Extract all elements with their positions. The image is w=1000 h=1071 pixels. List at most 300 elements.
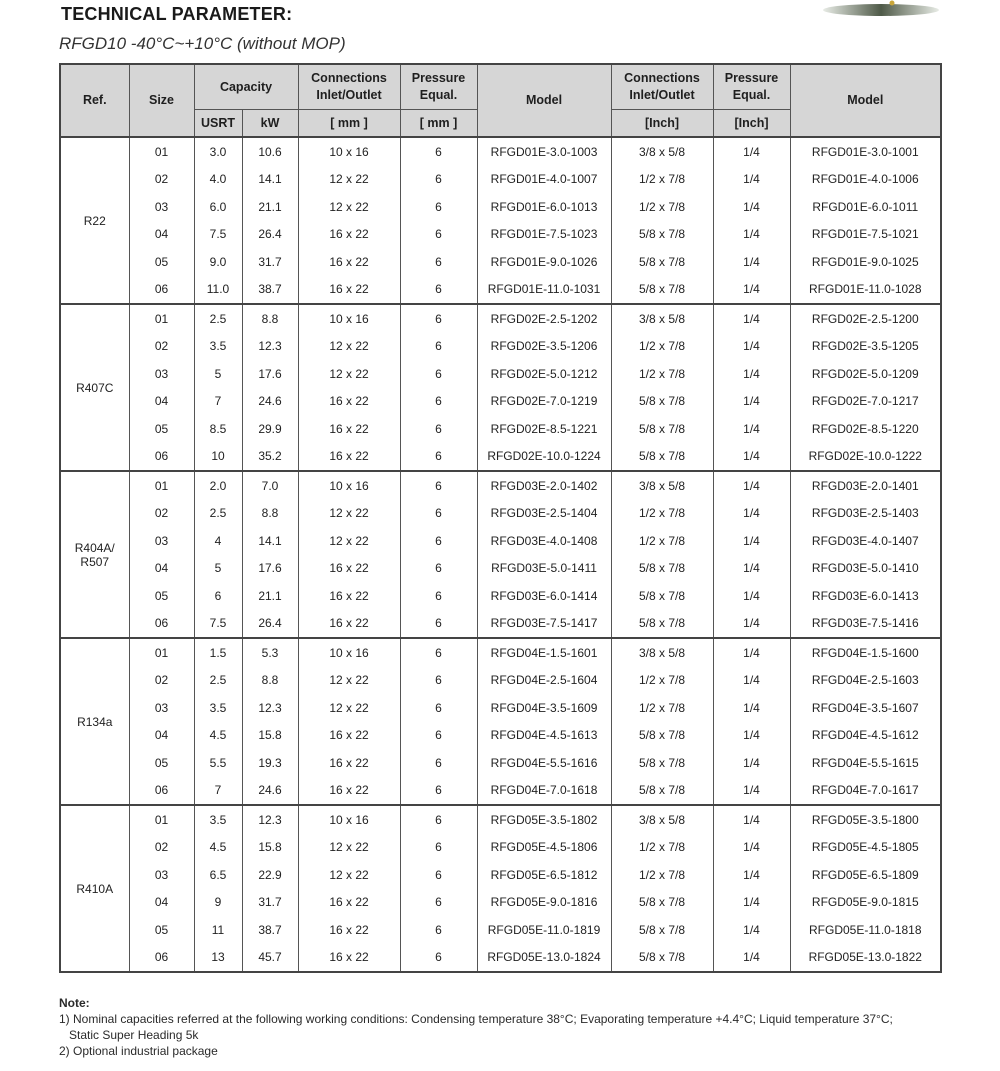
pressure-inch-cell: 1/4 [713, 415, 790, 443]
model-mm-cell: RFGD01E-6.0-1013 [477, 193, 611, 221]
connections-inch-cell: 5/8 x 7/8 [611, 916, 713, 944]
connections-mm-cell: 10 x 16 [298, 137, 400, 166]
connections-mm-cell: 16 x 22 [298, 722, 400, 750]
model-mm-cell: RFGD02E-8.5-1221 [477, 415, 611, 443]
usrt-cell: 4.5 [194, 834, 242, 862]
size-cell: 06 [129, 944, 194, 973]
size-cell: 03 [129, 193, 194, 221]
model-mm-cell: RFGD01E-9.0-1026 [477, 248, 611, 276]
pressure-mm-cell: 6 [400, 166, 477, 194]
usrt-cell: 3.0 [194, 137, 242, 166]
usrt-cell: 11.0 [194, 276, 242, 305]
connections-mm-cell: 12 x 22 [298, 360, 400, 388]
table-row [60, 137, 941, 166]
table-row [60, 722, 941, 750]
kw-cell: 38.7 [242, 276, 298, 305]
connections-inch-cell: 5/8 x 7/8 [611, 221, 713, 249]
table-row [60, 304, 941, 333]
pressure-inch-cell: 1/4 [713, 443, 790, 472]
connections-inch-cell: 1/2 x 7/8 [611, 667, 713, 695]
kw-cell: 21.1 [242, 582, 298, 610]
connections-mm-cell: 12 x 22 [298, 861, 400, 889]
table-row [60, 443, 941, 472]
connections-inch-cell: 5/8 x 7/8 [611, 777, 713, 806]
model-inch-cell: RFGD04E-7.0-1617 [790, 777, 941, 806]
usrt-cell: 1.5 [194, 638, 242, 667]
pressure-inch-cell: 1/4 [713, 610, 790, 639]
pressure-inch-cell: 1/4 [713, 777, 790, 806]
table-row [60, 500, 941, 528]
kw-cell: 8.8 [242, 500, 298, 528]
usrt-cell: 6 [194, 582, 242, 610]
model-mm-cell: RFGD04E-4.5-1613 [477, 722, 611, 750]
table-row [60, 944, 941, 973]
pressure-inch-cell: 1/4 [713, 861, 790, 889]
pressure-mm-cell: 6 [400, 749, 477, 777]
model-inch-cell: RFGD02E-5.0-1209 [790, 360, 941, 388]
table-row [60, 694, 941, 722]
size-cell: 03 [129, 861, 194, 889]
pressure-mm-cell: 6 [400, 333, 477, 361]
table-row [60, 388, 941, 416]
col-header-pressure-mm-unit: [ mm ] [400, 110, 477, 138]
model-inch-cell: RFGD04E-1.5-1600 [790, 638, 941, 667]
model-mm-cell: RFGD05E-11.0-1819 [477, 916, 611, 944]
kw-cell: 17.6 [242, 555, 298, 583]
table-row [60, 610, 941, 639]
usrt-cell: 2.5 [194, 500, 242, 528]
pressure-inch-cell: 1/4 [713, 333, 790, 361]
col-header-connections-mm-unit: [ mm ] [298, 110, 400, 138]
connections-inch-cell: 1/2 x 7/8 [611, 333, 713, 361]
connections-mm-cell: 12 x 22 [298, 694, 400, 722]
connections-mm-cell: 16 x 22 [298, 415, 400, 443]
usrt-cell: 9 [194, 889, 242, 917]
usrt-cell: 7 [194, 777, 242, 806]
model-inch-cell: RFGD05E-6.5-1809 [790, 861, 941, 889]
pressure-inch-cell: 1/4 [713, 555, 790, 583]
model-mm-cell: RFGD02E-10.0-1224 [477, 443, 611, 472]
note-line-2: 2) Optional industrial package [59, 1044, 218, 1058]
pressure-mm-cell: 6 [400, 388, 477, 416]
kw-cell: 5.3 [242, 638, 298, 667]
ref-cell: R134a [60, 638, 129, 805]
col-header-pressure-mm: Pressure Equal. [400, 64, 477, 110]
table-row [60, 667, 941, 695]
note-line-1: 1) Nominal capacities referred at the following working conditions: Condensing temperature 38°C; Evaporating temperature +4.4°C; Liquid temperature 37°C; [59, 1012, 893, 1026]
pressure-inch-cell: 1/4 [713, 248, 790, 276]
pressure-inch-cell: 1/4 [713, 944, 790, 973]
ref-cell: R22 [60, 137, 129, 304]
connections-mm-cell: 10 x 16 [298, 805, 400, 834]
model-inch-cell: RFGD01E-11.0-1028 [790, 276, 941, 305]
size-cell: 05 [129, 916, 194, 944]
table-row [60, 471, 941, 500]
connections-inch-cell: 1/2 x 7/8 [611, 527, 713, 555]
pressure-inch-cell: 1/4 [713, 193, 790, 221]
table-row [60, 582, 941, 610]
pressure-inch-cell: 1/4 [713, 916, 790, 944]
table-row [60, 333, 941, 361]
model-inch-cell: RFGD05E-3.5-1800 [790, 805, 941, 834]
size-cell: 02 [129, 500, 194, 528]
connections-mm-cell: 16 x 22 [298, 582, 400, 610]
model-mm-cell: RFGD04E-2.5-1604 [477, 667, 611, 695]
pressure-inch-cell: 1/4 [713, 527, 790, 555]
usrt-cell: 7.5 [194, 610, 242, 639]
pressure-mm-cell: 6 [400, 916, 477, 944]
model-mm-cell: RFGD03E-4.0-1408 [477, 527, 611, 555]
col-header-model-inch: Model [790, 64, 941, 137]
pressure-inch-cell: 1/4 [713, 749, 790, 777]
usrt-cell: 2.0 [194, 471, 242, 500]
kw-cell: 8.8 [242, 304, 298, 333]
kw-cell: 10.6 [242, 137, 298, 166]
usrt-cell: 6.0 [194, 193, 242, 221]
size-cell: 06 [129, 777, 194, 806]
connections-mm-cell: 16 x 22 [298, 443, 400, 472]
ref-cell: R407C [60, 304, 129, 471]
kw-cell: 38.7 [242, 916, 298, 944]
usrt-cell: 10 [194, 443, 242, 472]
usrt-cell: 4.0 [194, 166, 242, 194]
connections-mm-cell: 12 x 22 [298, 527, 400, 555]
model-mm-cell: RFGD02E-2.5-1202 [477, 304, 611, 333]
connections-inch-cell: 1/2 x 7/8 [611, 193, 713, 221]
size-cell: 01 [129, 137, 194, 166]
model-inch-cell: RFGD01E-9.0-1025 [790, 248, 941, 276]
col-header-size: Size [129, 64, 194, 137]
pressure-mm-cell: 6 [400, 889, 477, 917]
pressure-inch-cell: 1/4 [713, 304, 790, 333]
col-header-kw: kW [242, 110, 298, 138]
connections-inch-cell: 1/2 x 7/8 [611, 166, 713, 194]
connections-inch-cell: 5/8 x 7/8 [611, 749, 713, 777]
size-cell: 05 [129, 749, 194, 777]
size-cell: 01 [129, 638, 194, 667]
pressure-inch-cell: 1/4 [713, 500, 790, 528]
ref-cell: R410A [60, 805, 129, 972]
model-mm-cell: RFGD03E-5.0-1411 [477, 555, 611, 583]
col-header-connections-inch-unit: [Inch] [611, 110, 713, 138]
size-cell: 05 [129, 248, 194, 276]
usrt-cell: 3.5 [194, 694, 242, 722]
table-row [60, 638, 941, 667]
usrt-cell: 2.5 [194, 667, 242, 695]
pressure-mm-cell: 6 [400, 805, 477, 834]
page-title: TECHNICAL PARAMETER: [61, 4, 293, 24]
kw-cell: 15.8 [242, 834, 298, 862]
model-mm-cell: RFGD04E-3.5-1609 [477, 694, 611, 722]
table-row [60, 916, 941, 944]
technical-parameter-table [59, 63, 942, 973]
connections-inch-cell: 1/2 x 7/8 [611, 834, 713, 862]
model-mm-cell: RFGD01E-3.0-1003 [477, 137, 611, 166]
model-inch-cell: RFGD04E-2.5-1603 [790, 667, 941, 695]
model-inch-cell: RFGD02E-8.5-1220 [790, 415, 941, 443]
pressure-inch-cell: 1/4 [713, 638, 790, 667]
kw-cell: 21.1 [242, 193, 298, 221]
col-header-pressure-inch-unit: [Inch] [713, 110, 790, 138]
pressure-mm-cell: 6 [400, 471, 477, 500]
pressure-inch-cell: 1/4 [713, 889, 790, 917]
model-mm-cell: RFGD02E-5.0-1212 [477, 360, 611, 388]
col-header-pressure-inch: Pressure Equal. [713, 64, 790, 110]
kw-cell: 19.3 [242, 749, 298, 777]
connections-inch-cell: 5/8 x 7/8 [611, 276, 713, 305]
pressure-mm-cell: 6 [400, 137, 477, 166]
usrt-cell: 11 [194, 916, 242, 944]
usrt-cell: 8.5 [194, 415, 242, 443]
pressure-mm-cell: 6 [400, 667, 477, 695]
usrt-cell: 6.5 [194, 861, 242, 889]
model-inch-cell: RFGD05E-11.0-1818 [790, 916, 941, 944]
connections-mm-cell: 16 x 22 [298, 388, 400, 416]
model-mm-cell: RFGD05E-6.5-1812 [477, 861, 611, 889]
kw-cell: 24.6 [242, 388, 298, 416]
pressure-inch-cell: 1/4 [713, 582, 790, 610]
kw-cell: 8.8 [242, 667, 298, 695]
connections-inch-cell: 5/8 x 7/8 [611, 610, 713, 639]
size-cell: 06 [129, 610, 194, 639]
kw-cell: 31.7 [242, 248, 298, 276]
connections-mm-cell: 16 x 22 [298, 221, 400, 249]
size-cell: 04 [129, 388, 194, 416]
size-cell: 01 [129, 304, 194, 333]
model-mm-cell: RFGD01E-7.5-1023 [477, 221, 611, 249]
table-row [60, 166, 941, 194]
col-header-ref: Ref. [60, 64, 129, 137]
connections-mm-cell: 16 x 22 [298, 944, 400, 973]
model-mm-cell: RFGD01E-4.0-1007 [477, 166, 611, 194]
table-row [60, 749, 941, 777]
connections-mm-cell: 12 x 22 [298, 333, 400, 361]
pressure-inch-cell: 1/4 [713, 166, 790, 194]
pressure-mm-cell: 6 [400, 304, 477, 333]
model-inch-cell: RFGD05E-9.0-1815 [790, 889, 941, 917]
model-inch-cell: RFGD03E-5.0-1410 [790, 555, 941, 583]
connections-inch-cell: 3/8 x 5/8 [611, 137, 713, 166]
pressure-mm-cell: 6 [400, 861, 477, 889]
size-cell: 04 [129, 221, 194, 249]
size-cell: 04 [129, 889, 194, 917]
connections-inch-cell: 3/8 x 5/8 [611, 304, 713, 333]
table-row [60, 527, 941, 555]
notes-heading: Note: [59, 996, 90, 1010]
pressure-mm-cell: 6 [400, 248, 477, 276]
pressure-mm-cell: 6 [400, 610, 477, 639]
model-mm-cell: RFGD04E-1.5-1601 [477, 638, 611, 667]
connections-mm-cell: 16 x 22 [298, 610, 400, 639]
connections-mm-cell: 16 x 22 [298, 889, 400, 917]
connections-mm-cell: 16 x 22 [298, 276, 400, 305]
ref-cell: R404A/ R507 [60, 471, 129, 638]
connections-inch-cell: 5/8 x 7/8 [611, 388, 713, 416]
model-mm-cell: RFGD03E-6.0-1414 [477, 582, 611, 610]
connections-inch-cell: 1/2 x 7/8 [611, 861, 713, 889]
pressure-mm-cell: 6 [400, 500, 477, 528]
connections-mm-cell: 16 x 22 [298, 749, 400, 777]
note-line-1-continued: Static Super Heading 5k [69, 1028, 199, 1042]
pressure-mm-cell: 6 [400, 276, 477, 305]
pressure-mm-cell: 6 [400, 777, 477, 806]
table-row [60, 415, 941, 443]
model-inch-cell: RFGD03E-6.0-1413 [790, 582, 941, 610]
pressure-mm-cell: 6 [400, 527, 477, 555]
pressure-inch-cell: 1/4 [713, 137, 790, 166]
kw-cell: 26.4 [242, 610, 298, 639]
connections-mm-cell: 10 x 16 [298, 471, 400, 500]
model-inch-cell: RFGD03E-2.0-1401 [790, 471, 941, 500]
model-mm-cell: RFGD05E-13.0-1824 [477, 944, 611, 973]
model-mm-cell: RFGD04E-7.0-1618 [477, 777, 611, 806]
model-inch-cell: RFGD03E-2.5-1403 [790, 500, 941, 528]
table-row [60, 248, 941, 276]
table-row [60, 276, 941, 305]
pressure-inch-cell: 1/4 [713, 694, 790, 722]
size-cell: 02 [129, 667, 194, 695]
kw-cell: 29.9 [242, 415, 298, 443]
model-inch-cell: RFGD01E-7.5-1021 [790, 221, 941, 249]
col-header-connections-mm: Connections Inlet/Outlet [298, 64, 400, 110]
connections-inch-cell: 5/8 x 7/8 [611, 248, 713, 276]
connections-inch-cell: 3/8 x 5/8 [611, 638, 713, 667]
model-inch-cell: RFGD03E-7.5-1416 [790, 610, 941, 639]
connections-inch-cell: 3/8 x 5/8 [611, 471, 713, 500]
pressure-inch-cell: 1/4 [713, 276, 790, 305]
usrt-cell: 9.0 [194, 248, 242, 276]
model-mm-cell: RFGD03E-7.5-1417 [477, 610, 611, 639]
pressure-inch-cell: 1/4 [713, 667, 790, 695]
kw-cell: 14.1 [242, 166, 298, 194]
kw-cell: 12.3 [242, 333, 298, 361]
pressure-mm-cell: 6 [400, 555, 477, 583]
kw-cell: 31.7 [242, 889, 298, 917]
kw-cell: 7.0 [242, 471, 298, 500]
connections-mm-cell: 12 x 22 [298, 193, 400, 221]
table-row [60, 889, 941, 917]
kw-cell: 14.1 [242, 527, 298, 555]
usrt-cell: 13 [194, 944, 242, 973]
pressure-mm-cell: 6 [400, 415, 477, 443]
col-header-model-mm: Model [477, 64, 611, 137]
usrt-cell: 2.5 [194, 304, 242, 333]
model-mm-cell: RFGD01E-11.0-1031 [477, 276, 611, 305]
kw-cell: 24.6 [242, 777, 298, 806]
connections-mm-cell: 12 x 22 [298, 166, 400, 194]
usrt-cell: 4.5 [194, 722, 242, 750]
usrt-cell: 5.5 [194, 749, 242, 777]
model-inch-cell: RFGD02E-2.5-1200 [790, 304, 941, 333]
table-row [60, 777, 941, 806]
model-inch-cell: RFGD02E-10.0-1222 [790, 443, 941, 472]
connections-mm-cell: 16 x 22 [298, 248, 400, 276]
pressure-inch-cell: 1/4 [713, 834, 790, 862]
table-row [60, 805, 941, 834]
model-mm-cell: RFGD05E-4.5-1806 [477, 834, 611, 862]
pressure-mm-cell: 6 [400, 221, 477, 249]
connections-inch-cell: 1/2 x 7/8 [611, 500, 713, 528]
model-mm-cell: RFGD03E-2.5-1404 [477, 500, 611, 528]
pressure-mm-cell: 6 [400, 944, 477, 973]
usrt-cell: 7.5 [194, 221, 242, 249]
model-inch-cell: RFGD04E-3.5-1607 [790, 694, 941, 722]
connections-inch-cell: 5/8 x 7/8 [611, 443, 713, 472]
pressure-inch-cell: 1/4 [713, 360, 790, 388]
pressure-mm-cell: 6 [400, 694, 477, 722]
table-row [60, 221, 941, 249]
size-cell: 01 [129, 471, 194, 500]
connections-inch-cell: 5/8 x 7/8 [611, 889, 713, 917]
model-mm-cell: RFGD03E-2.0-1402 [477, 471, 611, 500]
connections-inch-cell: 1/2 x 7/8 [611, 694, 713, 722]
connections-mm-cell: 10 x 16 [298, 304, 400, 333]
model-inch-cell: RFGD03E-4.0-1407 [790, 527, 941, 555]
pressure-mm-cell: 6 [400, 582, 477, 610]
pressure-mm-cell: 6 [400, 722, 477, 750]
size-cell: 05 [129, 415, 194, 443]
pressure-mm-cell: 6 [400, 443, 477, 472]
model-mm-cell: RFGD02E-7.0-1219 [477, 388, 611, 416]
connections-inch-cell: 3/8 x 5/8 [611, 805, 713, 834]
table-row [60, 555, 941, 583]
model-mm-cell: RFGD04E-5.5-1616 [477, 749, 611, 777]
model-inch-cell: RFGD01E-6.0-1011 [790, 193, 941, 221]
connections-mm-cell: 10 x 16 [298, 638, 400, 667]
pressure-mm-cell: 6 [400, 834, 477, 862]
size-cell: 02 [129, 166, 194, 194]
kw-cell: 22.9 [242, 861, 298, 889]
table-row [60, 834, 941, 862]
brand-logo-image [822, 0, 940, 24]
page-subtitle: RFGD10 -40°C~+10°C (without MOP) [59, 34, 346, 53]
usrt-cell: 3.5 [194, 333, 242, 361]
pressure-mm-cell: 6 [400, 638, 477, 667]
connections-mm-cell: 16 x 22 [298, 777, 400, 806]
table-row [60, 360, 941, 388]
pressure-mm-cell: 6 [400, 360, 477, 388]
connections-mm-cell: 16 x 22 [298, 916, 400, 944]
size-cell: 06 [129, 276, 194, 305]
usrt-cell: 5 [194, 360, 242, 388]
pressure-inch-cell: 1/4 [713, 471, 790, 500]
size-cell: 03 [129, 694, 194, 722]
model-mm-cell: RFGD02E-3.5-1206 [477, 333, 611, 361]
model-mm-cell: RFGD05E-9.0-1816 [477, 889, 611, 917]
kw-cell: 12.3 [242, 694, 298, 722]
pressure-mm-cell: 6 [400, 193, 477, 221]
size-cell: 02 [129, 333, 194, 361]
model-inch-cell: RFGD01E-4.0-1006 [790, 166, 941, 194]
usrt-cell: 5 [194, 555, 242, 583]
usrt-cell: 4 [194, 527, 242, 555]
kw-cell: 15.8 [242, 722, 298, 750]
size-cell: 05 [129, 582, 194, 610]
model-inch-cell: RFGD05E-13.0-1822 [790, 944, 941, 973]
kw-cell: 12.3 [242, 805, 298, 834]
kw-cell: 35.2 [242, 443, 298, 472]
connections-mm-cell: 12 x 22 [298, 834, 400, 862]
size-cell: 01 [129, 805, 194, 834]
usrt-cell: 3.5 [194, 805, 242, 834]
model-mm-cell: RFGD05E-3.5-1802 [477, 805, 611, 834]
model-inch-cell: RFGD05E-4.5-1805 [790, 834, 941, 862]
model-inch-cell: RFGD04E-5.5-1615 [790, 749, 941, 777]
size-cell: 03 [129, 527, 194, 555]
table-body [60, 137, 941, 972]
model-inch-cell: RFGD02E-7.0-1217 [790, 388, 941, 416]
size-cell: 03 [129, 360, 194, 388]
